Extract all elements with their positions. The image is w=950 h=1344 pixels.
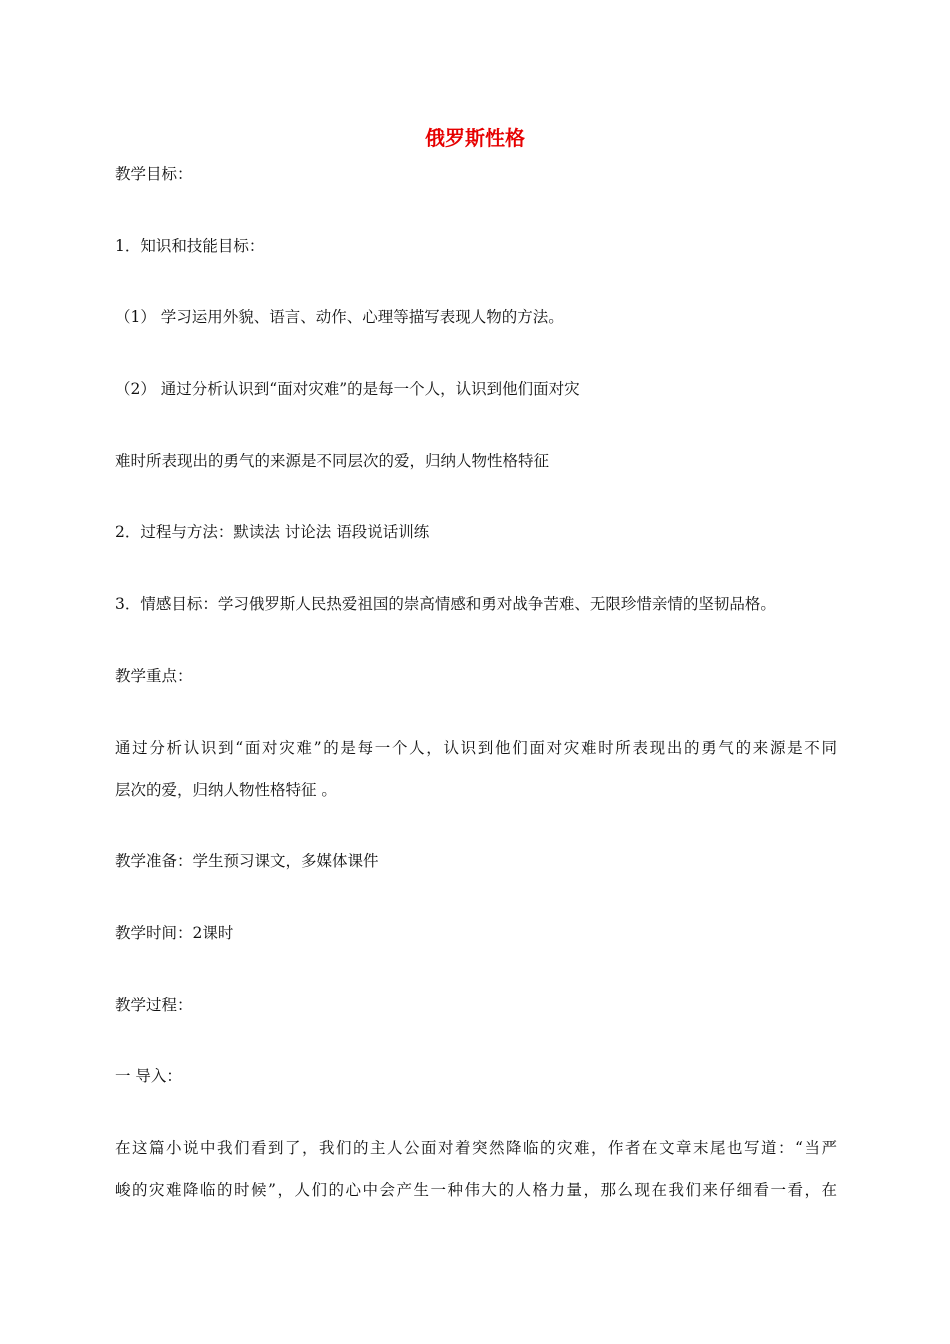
- section-heading-objectives: 教学目标：: [115, 165, 193, 183]
- section-heading-process: 教学过程：: [115, 996, 193, 1014]
- intro-paragraph-line-2: 峻的灾难降临的时候”，人们的心中会产生一种伟大的人格力量，那么现在我们来仔细看一看，在: [115, 1181, 837, 1199]
- preparation: 教学准备：学生预习课文，多媒体课件: [115, 852, 379, 870]
- key-points-line-2: 层次的爱，归纳人物性格特征 。: [115, 781, 337, 799]
- objective-1-item-2-cont: 难时所表现出的勇气的来源是不同层次的爱，归纳人物性格特征: [115, 452, 550, 470]
- objective-3: 3．情感目标：学习俄罗斯人民热爱祖国的崇高情感和勇对战争苦难、无限珍惜亲情的坚韧品格。: [115, 595, 776, 613]
- objective-1-item-2: （2） 通过分析认识到“面对灾难”的是每一个人，认识到他们面对灾: [115, 380, 580, 398]
- objective-2: 2．过程与方法：默读法 讨论法 语段说话训练: [115, 523, 430, 541]
- objective-1-heading: 1．知识和技能目标：: [115, 237, 265, 255]
- document-title: 俄罗斯性格: [425, 126, 525, 150]
- intro-paragraph-line-1: 在这篇小说中我们看到了，我们的主人公面对着突然降临的灾难，作者在文章末尾也写道：“当严: [115, 1139, 837, 1157]
- key-points-line-1: 通过分析认识到“面对灾难”的是每一个人，认识到他们面对灾难时所表现出的勇气的来源是不同: [115, 739, 837, 757]
- section-heading-key-points: 教学重点：: [115, 667, 193, 685]
- objective-1-item-1: （1） 学习运用外貌、语言、动作、心理等描写表现人物的方法。: [115, 308, 564, 326]
- process-step-1-heading: 一 导入：: [115, 1067, 182, 1085]
- teaching-time: 教学时间：2课时: [115, 924, 234, 942]
